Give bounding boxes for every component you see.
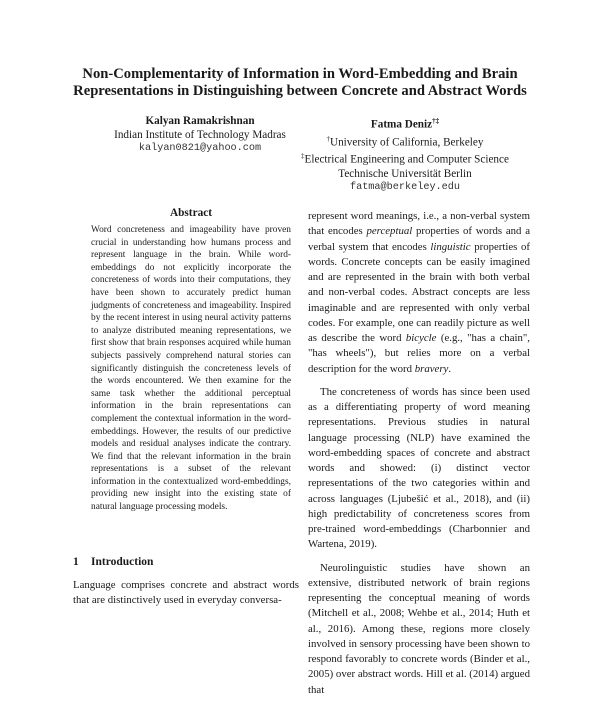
author-name: Kalyan Ramakrishnan bbox=[145, 115, 255, 127]
emphasis-bicycle: bicycle bbox=[405, 332, 437, 344]
introduction-text: Language comprises concrete and abstract words that are distinctively used in everyday conversa- bbox=[73, 579, 299, 607]
paper-title: Non-Complementarity of Information in Word-Embedding and Brain Representations in Distinguishing between Concrete and Abstract Words bbox=[73, 66, 527, 99]
right-column bbox=[308, 209, 530, 706]
author-affiliation-line-1 bbox=[280, 132, 530, 150]
paragraph-neurolinguistic: Neurolinguistic studies have shown an extensive, distributed network of brain regions representing the conceptual meaning of words (Mitchell et al., 2008; Wehbe et al., 2014; Huth et al., 2016). Among these, regions more closely involved in sensory processing have been shown to respond favorably to concrete words (Binder et al., 2005) over abstract words. Hill et al. (2014) argued that bbox=[308, 561, 530, 696]
text-run: (e.g., "has a chain", "has wheels"), but relies more on a verbal description for the word bbox=[308, 332, 530, 375]
paragraph-dual-coding bbox=[308, 209, 530, 377]
text-run: properties of words and a verbal system that encodes bbox=[308, 225, 530, 253]
author-marks: †‡ bbox=[432, 117, 440, 125]
author-name: Fatma Deniz bbox=[370, 118, 433, 131]
author-email[interactable]: fatma@berkeley.edu bbox=[349, 182, 461, 194]
emphasis-bravery: bravery bbox=[414, 362, 449, 375]
author-email[interactable]: kalyan0821@yahoo.com bbox=[138, 143, 262, 154]
author-name-line bbox=[280, 114, 530, 132]
text-run: represent word meanings, i.e., a non-verbal system that encodes bbox=[308, 210, 530, 238]
author-block-2 bbox=[280, 114, 530, 195]
abstract-text: Word concreteness and imageability have proven crucial in understanding how humans process and represent language in the brain. While word-embeddings do not explicitly incorporate the concreteness of words into their computations, they have been shown to accurately predict human judgments of concreteness and imageability. Inspired by the recent interest in using neural activity patterns to analyze distributed meaning representations, we first show that brain responses acquired while human subjects passively comprehend natural stories can significantly distinguish the concreteness levels of the words encountered. We then examine for the same task whether the additional perceptual information in the brain representations can complement the contextual information in the word-embeddings. However, the results of our predictive models and residual analyses indicate the contrary. We find that the relevant information in the brain representations is a subset of the relevant information in the contextualized word-embeddings, providing new insight into the existing state of natural language processing models. bbox=[91, 225, 291, 513]
affiliation-mark: ‡ bbox=[301, 152, 305, 161]
author-block-1 bbox=[100, 114, 300, 156]
paragraph-concreteness: The concreteness of words has since been used as a differentiating property of word meaning representations. Previous studies in natural language processing (NLP) have examined the word-embedding spaces of concrete and abstract words and showed: (i) distinct vector representations of the two categories within and across languages (Ljubešić et al., 2018), and (ii) high predictability of concreteness scores from pre-trained word-embeddings (Charbonnier and Wartena, 2019). bbox=[308, 385, 530, 551]
emphasis-linguistic: linguistic bbox=[430, 240, 471, 253]
text-run: . bbox=[448, 362, 452, 375]
author-affiliation: Electrical Engineering and Computer Science bbox=[304, 154, 509, 167]
author-affiliation: University of California, Berkeley bbox=[330, 136, 484, 149]
section-title: Introduction bbox=[91, 556, 154, 568]
section-number: 1 bbox=[73, 556, 79, 568]
section-heading-introduction bbox=[73, 556, 303, 568]
text-run: properties of words. Concrete concepts can be easily imagined and are represented in the brain with both verbal and non-verbal codes. Abstract concepts are less imaginable and are represented with only verbal codes. For example, one can readily picture as well as describe the word bbox=[308, 240, 530, 344]
abstract-heading: Abstract bbox=[169, 207, 213, 219]
author-affiliation: Technische Universität Berlin bbox=[338, 168, 472, 181]
affiliation-mark: † bbox=[326, 134, 330, 143]
author-affiliation-line-2 bbox=[280, 149, 530, 167]
emphasis-perceptual: perceptual bbox=[366, 225, 413, 238]
author-affiliation: Indian Institute of Technology Madras bbox=[114, 129, 286, 141]
